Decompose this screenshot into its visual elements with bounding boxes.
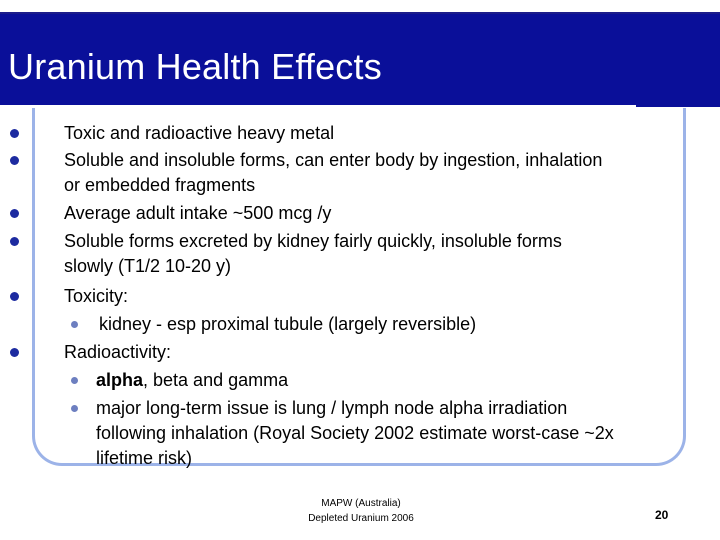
bullet-icon [10,348,19,357]
title-bar-edge [682,14,720,107]
slide-title: Uranium Health Effects [8,46,382,87]
radioactivity-sub-2-line-3: lifetime risk) [96,448,193,468]
bullet-2-line-1: Soluble and insoluble forms, can enter body by ingestion, inhalation [64,150,603,170]
sub-bullet-icon [71,405,78,412]
bullet-5-text: Toxicity: [64,286,129,306]
radioactivity-sub-2-line-1: major long-term issue is lung / lymph node alpha irradiation [96,398,568,418]
radioactivity-sub-2-line-2: following inhalation (Royal Society 2002 estimate worst-case ~2x [96,423,614,443]
bullet-1-text: Toxic and radioactive heavy metal [64,123,335,143]
alpha-emphasis: alpha [96,370,144,390]
bullet-icon [10,129,19,138]
slide-footer [276,496,446,526]
sub-bullet-icon [71,377,78,384]
toxicity-sub-1: kidney - esp proximal tubule (largely reversible) [99,314,477,334]
sub-bullet-icon [71,321,78,328]
footer-title: Depleted Uranium 2006 [308,513,414,524]
bullet-6-text: Radioactivity: [64,342,172,362]
radioactivity-sub-1 [96,367,288,393]
page-number: 20 [655,508,669,522]
bullet-icon [10,292,19,301]
bullet-4-line-1: Soluble forms excreted by kidney fairly quickly, insoluble forms [64,231,562,251]
title-bar [0,12,720,107]
footer-org: MAPW (Australia) [321,498,401,509]
bullet-3-text: Average adult intake ~500 mcg /y [64,203,332,223]
radioactivity-sub-1-rest: , beta and gamma [143,370,289,390]
bullet-4-line-2: slowly (T1/2 10-20 y) [64,256,232,276]
bullet-icon [10,237,19,246]
bullet-icon [10,209,19,218]
bullet-2-line-2: or embedded fragments [64,175,256,195]
bullet-icon [10,156,19,165]
